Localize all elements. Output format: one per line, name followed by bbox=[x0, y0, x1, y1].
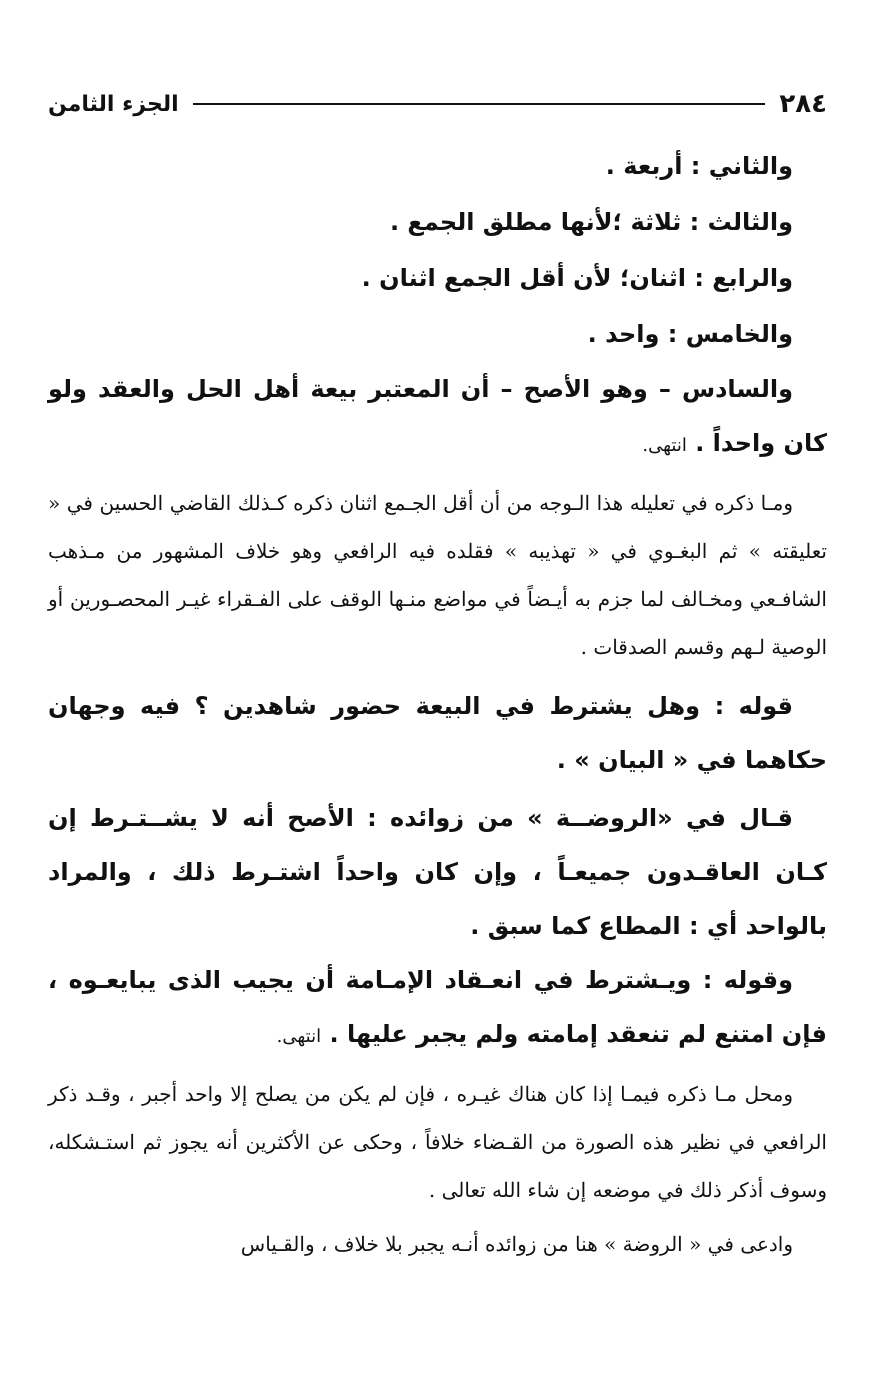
line-fifth-view: والخامس : واحد . bbox=[587, 320, 793, 348]
line-second-view: والثاني : أربعة . bbox=[605, 152, 793, 180]
paragraph-sixth-view bbox=[48, 362, 827, 473]
commentary-paragraph-2: ومحل مـا ذكره فيمـا إذا كان هناك غيـره ، فإن لم يكن من يصلح إلا واحد أجبر ، وقـد ذكر الرافعي في نظير هذه الصورة من القـضاء خلافاً ، وحكى عن الأكثرين أنه يجوز ثم استـشكله، وسوف أذكر ذلك في موضعه إن شاء الله تعالى . bbox=[48, 1082, 827, 1202]
section-title: الجزء الثامن bbox=[48, 91, 179, 117]
page-header bbox=[48, 84, 827, 124]
quote-paragraph-1: قوله : وهل يشترط في البيعة حضور شاهدين ؟ فيه وجهان حكاهما في « البيان » . bbox=[48, 692, 827, 774]
commentary-paragraph-1: ومـا ذكره في تعليله هذا الـوجه من أن أقل الجـمع اثنان ذكره كـذلك القاضي الحسين في « تعليقته » ثم البغـوي في « تهذيبه » فقلده فيه الرافعي وهو خلاف المشهور من مـذهب الشافـعي ومخـالف لما جزم به أيـضاً في مواضع منـها الوقف على الفـقراء غيـر المحصـورين أو الوصية لـهم وقسم الصدقات . bbox=[48, 491, 827, 659]
commentary-paragraph-3: وادعى في « الروضة » هنا من زوائده أنـه يجبر بلا خلاف ، والقـياس bbox=[240, 1232, 793, 1256]
quote-3-note: انتهى. bbox=[276, 1026, 322, 1047]
page-body bbox=[48, 138, 827, 1272]
quote-paragraph-2: قـال في «الروضــة » من زوائده : الأصح أنه لا يشــتـرط إن كـان العاقـدون جميعـاً ، وإن كان واحداً اشتـرط ذلك ، والمراد بالواحد أي : المطاع كما سبق . bbox=[48, 804, 827, 940]
quote-3-text: وقوله : ويـشترط في انعـقاد الإمـامة أن يجيب الذى يبايعـوه ، فإن امتنع لم تنعقد إمامته ولم يجبر عليها . bbox=[48, 966, 827, 1048]
line-third-view: والثالث : ثلاثة ؛لأنها مطلق الجمع . bbox=[389, 208, 793, 236]
page-number: ٢٨٤ bbox=[779, 89, 827, 119]
header-rule bbox=[193, 103, 766, 105]
sixth-view-text: والسادس – وهو الأصح – أن المعتبر بيعة أهل الحل والعقد ولو كان واحداً . bbox=[48, 375, 827, 457]
sixth-view-note: انتهى. bbox=[642, 435, 687, 456]
quote-paragraph-3 bbox=[48, 953, 827, 1064]
line-fourth-view: والرابع : اثنان؛ لأن أقل الجمع اثنان . bbox=[361, 264, 793, 292]
